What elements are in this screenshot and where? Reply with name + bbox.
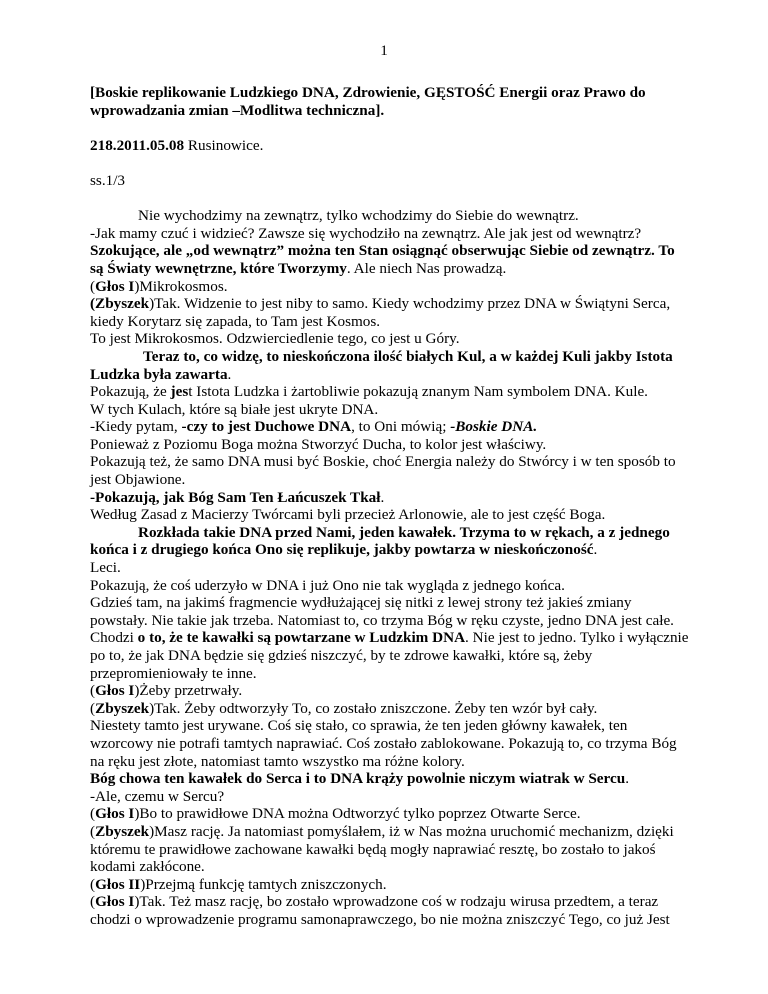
paragraph: (Zbyszek)Tak. Widzenie to jest niby to samo. Kiedy wchodzimy przez DNA w Świątyni Serca, kiedy Korytarz się zapada, to Tam jest Kosmos. [90, 295, 671, 330]
document-title: [Boskie replikowanie Ludzkiego DNA, Zdrowienie, GĘSTOŚĆ Energii oraz Prawo do wprowadzania zmian –Modlitwa techniczna]. [90, 84, 646, 119]
paragraph: To jest Mikrokosmos. Odzwierciedlenie tego, co jest u Góry. [90, 330, 460, 348]
paragraph: Gdzieś tam, na jakimś fragmencie wydłużającej się nitki z lewej strony też jakieś zmiany powstały. Nie takie jak trzeba. Natomiast to, co trzyma Bóg w ręku czyste, jedno DNA jest całe. [90, 594, 674, 629]
paragraph: Pokazują, że coś uderzyło w DNA i już Ono nie tak wygląda z jednego końca. [90, 576, 565, 594]
paragraph: (Głos I)Żeby przetrwały. [90, 682, 243, 700]
paragraph: -Ale, czemu w Sercu? [90, 787, 225, 805]
paragraph: (Głos I)Mikrokosmos. [90, 277, 228, 295]
session-label: ss.1/3 [90, 171, 126, 189]
document-meta [90, 137, 690, 155]
paragraph: Niestety tamto jest urywane. Coś się stało, co sprawia, że ten jeden główny kawałek, ten wzorcowy nie potrafi tamtych naprawiać. Coś zostało zablokowane. Pokazują to, co trzyma Bóg na ręku jest złote, natomiast tamto wszystko ma różne kolory. [90, 717, 677, 770]
page-number: 1 [380, 42, 388, 59]
paragraph: Bóg chowa ten kawałek do Serca i to DNA krąży powolnie niczym wiatrak w Sercu. [90, 770, 629, 788]
paragraph: -Kiedy pytam, -czy to jest Duchowe DNA, to Oni mówią; -Boskie DNA. [90, 418, 538, 436]
paragraph: W tych Kulach, które są białe jest ukryte DNA. [90, 400, 379, 418]
paragraph: (Głos II)Przejmą funkcję tamtych zniszczonych. [90, 875, 387, 893]
paragraph: Leci. [90, 559, 121, 577]
paragraph: -Jak mamy czuć i widzieć? Zawsze się wychodziło na zewnątrz. Ale jak jest od wewnątrz? [90, 224, 642, 242]
paragraph: Teraz to, co widzę, to nieskończona ilość białych Kul, a w każdej Kuli jakby Istota Ludzka była zawarta. [90, 347, 673, 383]
paragraph: (Głos I)Tak. Też masz rację, bo zostało wprowadzone coś w rodzaju wirusa przedtem, a teraz chodzi o wprowadzenie programu samonaprawczego, bo nie można zniszczyć Tego, co już Jest [90, 893, 670, 928]
paragraph: (Zbyszek)Masz rację. Ja natomiast pomyślałem, iż w Nas można uruchomić mechanizm, dzięki któremu te prawidłowe zachowane kawałki będą mogły naprawiać resztę, bo zostało to jakoś kodami zakłócone. [90, 822, 674, 876]
paragraph: Szokujące, ale „od wewnątrz” można ten Stan osiągnąć obserwując Siebie od zewnątrz. To są Światy wewnętrzne, które Tworzymy. Ale niech Nas prowadzą. [90, 242, 675, 277]
paragraph: Rozkłada takie DNA przed Nami, jeden kawałek. Trzyma to w rękach, a z jednego końca i z drugiego końca Ono się replikuje, jakby powtarza w nieskończoność. [90, 523, 670, 559]
paragraph: Chodzi o to, że te kawałki są powtarzane w Ludzkim DNA. Nie jest to jedno. Tylko i wyłącznie po to, że jak DNA będzie się gdzieś niszczyć, by te zdrowe kawałki, które są, żeby przepromieniowały te inne. [90, 629, 689, 682]
paragraph: (Głos I)Bo to prawidłowe DNA można Odtworzyć tylko poprzez Otwarte Serce. [90, 805, 581, 823]
meta-place: Rusinowice. [184, 136, 264, 154]
paragraph: -Pokazują, jak Bóg Sam Ten Łańcuszek Tkał. [90, 488, 385, 506]
paragraph: (Zbyszek)Tak. Żeby odtworzyły To, co zostało zniszczone. Żeby ten wzór był cały. [90, 699, 598, 717]
paragraph: Pokazują też, że samo DNA musi być Boskie, choć Energia należy do Stwórcy i w ten sposób to jest Objawione. [90, 453, 676, 489]
meta-id: 218.2011.05.08 [90, 136, 185, 154]
paragraph: Według Zasad z Macierzy Twórcami byli przecież Arlonowie, ale to jest część Boga. [90, 506, 606, 524]
paragraph: Pokazują, że jest Istota Ludzka i żartobliwie pokazują znanym Nam symbolem DNA. Kule. [90, 383, 648, 401]
paragraph: Ponieważ z Poziomu Boga można Stworzyć Ducha, to kolor jest właściwy. [90, 435, 547, 453]
document-body [90, 84, 690, 929]
paragraph: Nie wychodzimy na zewnątrz, tylko wchodzimy do Siebie do wewnątrz. [138, 207, 579, 225]
